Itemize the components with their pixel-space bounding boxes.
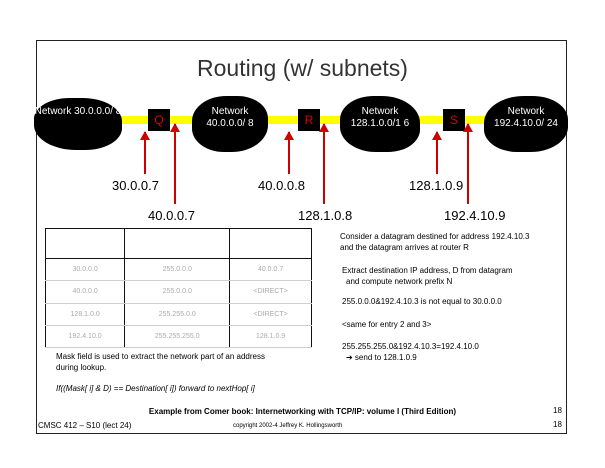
explain-check: 255.0.0.0&192.4.10.3 is not equal to 30.0.0.0 [342,297,502,306]
table-cell: 255.255.0.0 [125,303,230,325]
table-cell: 30.0.0.0 [46,259,125,281]
table-header [125,229,230,259]
network-label: Network 128.1.0.0/1 6 [350,106,410,129]
table-header [46,229,125,259]
table-cell: 128.1.0.9 [230,325,312,347]
link-line [118,116,150,124]
table-row [46,259,312,281]
interface-arrow [467,124,469,204]
table-row [46,303,312,325]
address-label: 30.0.0.7 [112,178,159,193]
router-r: R [298,109,320,131]
table-row [46,325,312,347]
table-cell: 192.4.10.0 [46,325,125,347]
page-number-top: 18 [553,406,562,415]
table-cell: 255.0.0.0 [125,281,230,303]
copyright: copyright 2002-4 Jeffrey K. Hollingsworth [233,423,343,429]
mask-note-line: Mask field is used to extract the network part of an address [56,352,265,361]
course-label: CMSC 412 – S10 (lect 24) [38,421,132,430]
address-label: 192.4.10.9 [444,208,506,223]
interface-arrow [174,124,176,204]
address-label: 128.1.0.9 [409,178,464,193]
explain-line: ➔ send to 128.1.0.9 [346,353,417,362]
explain-extract [342,265,513,287]
network-label: Network 40.0.0.0/ 8 [206,106,254,129]
table-cell: 128.1.0.0 [46,303,125,325]
network-cloud [34,98,122,150]
explain-line: and compute network prefix N [346,277,453,286]
table-cell: 255.0.0.0 [125,259,230,281]
interface-arrow [288,132,290,174]
table-cell: 40.0.0.7 [230,259,312,281]
table-cell: <DIRECT> [230,281,312,303]
table-row [46,281,312,303]
network-label: Network 192.4.10.0/ 24 [494,106,558,129]
network-cloud [484,96,568,152]
page-number-bottom: 18 [553,420,562,429]
router-s: S [443,109,465,131]
address-label: 40.0.0.8 [258,178,305,193]
explain-match [342,341,479,363]
example-citation: Example from Comer book: Internetworking with TCP/IP: volume I (Third Edition) [148,407,457,416]
network-cloud [340,96,420,152]
interface-arrow [436,132,438,174]
interface-arrow [323,124,325,204]
table-cell: 40.0.0.0 [46,281,125,303]
network-label: Network 30.0.0.0/ 8 [34,106,122,117]
interface-arrow [144,132,146,174]
router-q: Q [148,109,170,131]
explain-intro [340,231,529,253]
mask-note-line: during lookup. [56,363,107,372]
mask-note [56,351,265,373]
table-cell: <DIRECT> [230,303,312,325]
address-label: 40.0.0.7 [148,208,195,223]
table-header [230,229,312,259]
explain-line: and the datagram arrives at router R [340,243,469,252]
explain-line: 255.255.255.0&192.4.10.3=192.4.10.0 [342,342,479,351]
lookup-rule: If((Mask[ i] & D) == Destination[ i]) forward to nextHop[ i] [56,384,255,393]
explain-line: Consider a datagram destined for address 192.4.10.3 [340,232,530,241]
network-cloud [192,96,268,152]
table-cell: 255.255.255.0 [125,325,230,347]
address-label: 128.1.0.8 [298,208,353,223]
slide-title: Routing (w/ subnets) [197,55,408,81]
routing-table [45,228,312,348]
explain-same: <same for entry 2 and 3> [342,320,432,329]
explain-line: Extract destination IP address, D from datagram [342,266,513,275]
